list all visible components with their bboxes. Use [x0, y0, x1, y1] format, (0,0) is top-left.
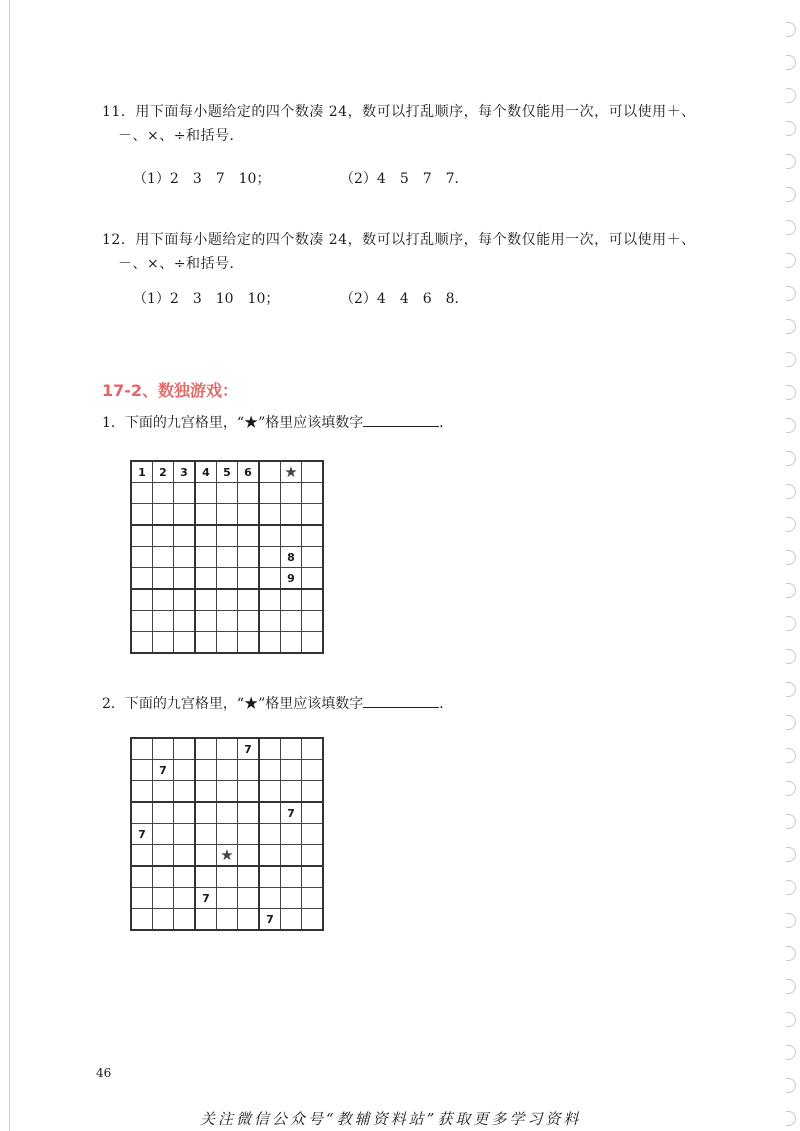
problem-11-part-2: （2）4 5 7 7． [340, 171, 469, 187]
grid-cell [195, 802, 217, 824]
binding-ring [786, 748, 796, 763]
binding-ring [786, 55, 796, 70]
grid-row [131, 824, 323, 845]
grid-cell [217, 781, 238, 803]
binding-ring [786, 418, 796, 433]
grid-cell: 8 [281, 547, 302, 568]
grid-cell [131, 845, 153, 867]
grid-cell [153, 845, 174, 867]
binding-ring [786, 814, 796, 829]
grid-cell [217, 611, 238, 632]
answer-blank-2[interactable] [363, 693, 439, 708]
grid-cell: 7 [259, 909, 281, 931]
grid-cell: 4 [195, 461, 217, 483]
grid-cell [195, 504, 217, 526]
grid-cell [259, 738, 281, 760]
binding-ring [786, 880, 796, 895]
grid-cell [259, 824, 281, 845]
grid-cell [238, 525, 260, 547]
binding-ring [786, 451, 796, 466]
grid-cell [131, 632, 153, 654]
section-heading: 17-2、数独游戏： [102, 381, 239, 400]
grid-row [131, 802, 323, 824]
grid-cell [238, 802, 260, 824]
grid-row [131, 547, 323, 568]
grid-cell [238, 866, 260, 888]
grid-cell [195, 909, 217, 931]
grid-cell [174, 738, 196, 760]
grid-cell [281, 738, 302, 760]
grid-cell [131, 781, 153, 803]
grid-cell [131, 760, 153, 781]
grid-cell [281, 525, 302, 547]
star-icon: ★ [220, 846, 234, 864]
grid-cell [259, 504, 281, 526]
grid-cell [281, 781, 302, 803]
grid-row [131, 866, 323, 888]
grid-cell [302, 781, 324, 803]
grid-cell [302, 738, 324, 760]
grid-cell [174, 525, 196, 547]
grid-cell: 5 [217, 461, 238, 483]
grid-cell [259, 611, 281, 632]
grid-row [131, 568, 323, 590]
grid-cell [217, 547, 238, 568]
binding-ring [786, 286, 796, 301]
grid-cell [131, 738, 153, 760]
binding-ring [786, 550, 796, 565]
grid-cell [174, 781, 196, 803]
grid-cell [153, 802, 174, 824]
grid-cell [131, 568, 153, 590]
grid-cell [174, 866, 196, 888]
grid-cell [281, 504, 302, 526]
grid-cell [131, 504, 153, 526]
grid-row [131, 888, 323, 909]
grid-cell [195, 525, 217, 547]
grid-cell: 9 [281, 568, 302, 590]
grid-cell [174, 845, 196, 867]
grid-cell [153, 866, 174, 888]
grid-cell [281, 461, 302, 483]
grid-cell [217, 504, 238, 526]
binding-ring [786, 352, 796, 367]
grid-cell [153, 611, 174, 632]
grid-cell [131, 866, 153, 888]
problem-11-part-1: （1）2 3 7 10； [133, 171, 271, 187]
grid-cell [302, 888, 324, 909]
grid-cell [174, 483, 196, 504]
sudoku-grid-1-wrap [130, 460, 324, 654]
binding-ring [786, 1078, 796, 1093]
binding-ring [786, 682, 796, 697]
grid-cell [174, 589, 196, 611]
grid-cell [259, 461, 281, 483]
binding-ring [786, 583, 796, 598]
grid-cell [302, 483, 324, 504]
grid-cell [195, 738, 217, 760]
sudoku-question-1-text: 1．下面的九宫格里，“★”格里应该填数字 [102, 415, 364, 431]
grid-cell [302, 760, 324, 781]
grid-cell [131, 525, 153, 547]
grid-cell [131, 888, 153, 909]
grid-cell [217, 568, 238, 590]
binding-ring [786, 220, 796, 235]
grid-cell [217, 589, 238, 611]
grid-cell [131, 611, 153, 632]
problem-11-line-1: 11．用下面每小题给定的四个数凑 24，数可以打乱顺序，每个数仅能用一次，可以使用＋、 [102, 104, 696, 120]
grid-cell [195, 760, 217, 781]
grid-cell [302, 589, 324, 611]
grid-cell [195, 845, 217, 867]
grid-cell [281, 888, 302, 909]
grid-cell [217, 483, 238, 504]
grid-cell [302, 866, 324, 888]
grid-cell [259, 866, 281, 888]
grid-cell [238, 589, 260, 611]
grid-cell: 7 [195, 888, 217, 909]
grid-cell [131, 909, 153, 931]
grid-cell [238, 909, 260, 931]
problem-12-line-1: 12．用下面每小题给定的四个数凑 24，数可以打乱顺序，每个数仅能用一次，可以使用＋、 [102, 232, 696, 248]
grid-cell [238, 888, 260, 909]
grid-cell: 7 [238, 738, 260, 760]
grid-cell [217, 866, 238, 888]
grid-cell [302, 909, 324, 931]
sudoku-question-1-end: ． [439, 415, 454, 431]
grid-cell [238, 845, 260, 867]
grid-cell [238, 568, 260, 590]
binding-ring [786, 22, 796, 37]
grid-cell [195, 824, 217, 845]
grid-cell [153, 632, 174, 654]
grid-cell [259, 781, 281, 803]
grid-cell [153, 525, 174, 547]
grid-row [131, 909, 323, 931]
grid-cell [195, 568, 217, 590]
grid-cell [259, 547, 281, 568]
binding-ring [786, 517, 796, 532]
grid-cell [217, 824, 238, 845]
grid-cell [281, 760, 302, 781]
grid-cell: 7 [153, 760, 174, 781]
grid-cell [302, 547, 324, 568]
grid-cell [131, 483, 153, 504]
grid-cell [259, 589, 281, 611]
star-icon: ★ [284, 463, 298, 481]
binding-ring [786, 1012, 796, 1027]
grid-cell [153, 547, 174, 568]
grid-cell: 3 [174, 461, 196, 483]
sudoku-question-2-text: 2．下面的九宫格里，“★”格里应该填数字 [102, 696, 364, 712]
grid-cell [259, 525, 281, 547]
grid-cell [259, 888, 281, 909]
grid-cell [259, 483, 281, 504]
grid-cell [174, 547, 196, 568]
grid-cell [153, 738, 174, 760]
grid-cell [217, 802, 238, 824]
grid-cell [259, 568, 281, 590]
binding-ring [786, 1045, 796, 1060]
binding-ring [786, 253, 796, 268]
sudoku-question-1 [102, 412, 453, 432]
grid-cell [281, 483, 302, 504]
spiral-binding [778, 0, 800, 1131]
sudoku-grid-2-wrap [130, 737, 324, 931]
grid-cell [195, 547, 217, 568]
grid-cell [238, 760, 260, 781]
grid-cell [217, 888, 238, 909]
grid-cell [131, 802, 153, 824]
grid-cell [153, 824, 174, 845]
problem-12-part-2: （2）4 4 6 8． [340, 291, 469, 307]
grid-cell [131, 547, 153, 568]
grid-cell [153, 888, 174, 909]
grid-row [131, 525, 323, 547]
grid-cell [259, 802, 281, 824]
grid-cell [131, 589, 153, 611]
problem-12 [102, 228, 696, 276]
grid-row [131, 760, 323, 781]
problem-11-line-2: －、×、÷和括号． [118, 128, 244, 144]
grid-cell [238, 547, 260, 568]
grid-cell [217, 909, 238, 931]
binding-ring [786, 979, 796, 994]
page-number: 46 [96, 1066, 112, 1080]
grid-cell [153, 483, 174, 504]
grid-cell [238, 781, 260, 803]
binding-ring [786, 781, 796, 796]
grid-cell [238, 504, 260, 526]
grid-cell [281, 611, 302, 632]
binding-ring [786, 154, 796, 169]
grid-cell [302, 525, 324, 547]
grid-cell [153, 909, 174, 931]
grid-cell [217, 845, 238, 867]
grid-row [131, 504, 323, 526]
grid-cell [238, 632, 260, 654]
binding-ring [786, 715, 796, 730]
grid-cell [281, 824, 302, 845]
grid-cell [238, 483, 260, 504]
grid-cell [174, 632, 196, 654]
grid-cell: 7 [131, 824, 153, 845]
grid-cell [281, 866, 302, 888]
grid-row [131, 738, 323, 760]
grid-cell [217, 738, 238, 760]
grid-cell [195, 483, 217, 504]
grid-cell [195, 632, 217, 654]
binding-ring [786, 385, 796, 400]
grid-cell: 1 [131, 461, 153, 483]
grid-cell [153, 781, 174, 803]
grid-cell [302, 802, 324, 824]
grid-cell: 7 [281, 802, 302, 824]
grid-row [131, 461, 323, 483]
footer-note: 关注微信公众号“教辅资料站”获取更多学习资料 [200, 1110, 582, 1128]
grid-cell [281, 909, 302, 931]
grid-cell [195, 866, 217, 888]
answer-blank-1[interactable] [363, 412, 439, 427]
problem-12-part-1: （1）2 3 10 10； [133, 291, 280, 307]
grid-row [131, 632, 323, 654]
grid-cell [153, 504, 174, 526]
grid-cell [174, 760, 196, 781]
grid-cell [302, 504, 324, 526]
grid-cell [238, 824, 260, 845]
grid-cell [195, 589, 217, 611]
binding-ring [786, 649, 796, 664]
binding-ring [786, 484, 796, 499]
grid-row [131, 845, 323, 867]
grid-row [131, 611, 323, 632]
grid-cell [259, 845, 281, 867]
grid-cell [153, 568, 174, 590]
grid-cell [302, 568, 324, 590]
binding-ring [786, 616, 796, 631]
grid-cell [302, 611, 324, 632]
grid-cell [174, 824, 196, 845]
grid-cell [302, 845, 324, 867]
binding-ring [786, 319, 796, 334]
grid-cell [281, 845, 302, 867]
grid-cell [174, 611, 196, 632]
binding-ring [786, 913, 796, 928]
binding-ring [786, 121, 796, 136]
grid-cell [302, 824, 324, 845]
grid-cell [217, 760, 238, 781]
problem-12-line-2: －、×、÷和括号． [118, 256, 244, 272]
grid-cell [174, 568, 196, 590]
problem-11-parts [133, 168, 469, 188]
grid-cell [174, 802, 196, 824]
grid-cell [174, 504, 196, 526]
binding-ring [786, 847, 796, 862]
binding-ring [786, 88, 796, 103]
grid-cell [195, 781, 217, 803]
binding-ring [786, 946, 796, 961]
grid-cell [217, 525, 238, 547]
problem-11 [102, 100, 696, 148]
grid-cell [259, 760, 281, 781]
grid-cell [281, 589, 302, 611]
grid-cell [195, 611, 217, 632]
grid-row [131, 483, 323, 504]
grid-cell [174, 909, 196, 931]
grid-cell: 2 [153, 461, 174, 483]
grid-row [131, 589, 323, 611]
grid-row [131, 781, 323, 803]
binding-ring [786, 1111, 796, 1126]
page-edge [9, 0, 10, 1131]
grid-cell [302, 632, 324, 654]
sudoku-question-2-end: ． [439, 696, 454, 712]
grid-cell [174, 888, 196, 909]
sudoku-grid-2 [130, 737, 324, 931]
grid-cell: 6 [238, 461, 260, 483]
problem-12-parts [133, 288, 469, 308]
grid-cell [302, 461, 324, 483]
grid-cell [153, 589, 174, 611]
grid-cell [217, 632, 238, 654]
grid-cell [238, 611, 260, 632]
binding-ring [786, 187, 796, 202]
sudoku-question-2 [102, 693, 453, 713]
sudoku-grid-1 [130, 460, 324, 654]
grid-cell [259, 632, 281, 654]
grid-cell [281, 632, 302, 654]
